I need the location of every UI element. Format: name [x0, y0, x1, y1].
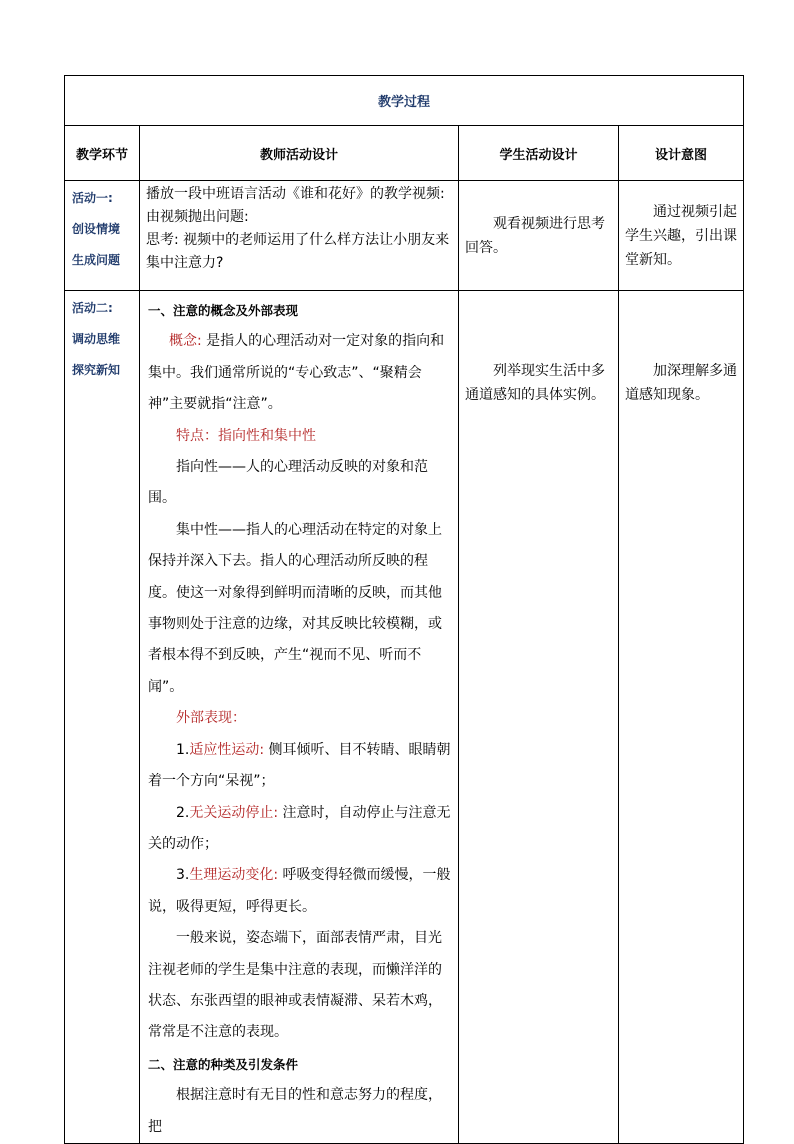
ext-label: 适应性运动: — [189, 741, 265, 758]
student-text: 列举现实生活中多通道感知的具体实例。 — [465, 363, 605, 403]
lesson-plan-page — [64, 75, 743, 1135]
trait-title: 特点：指向性和集中性 — [176, 427, 316, 444]
stage-cell — [65, 181, 140, 291]
ext-text: 呼吸变得轻微而缓慢，一般说，吸得更短，呼得更长。 — [148, 867, 451, 915]
table-row — [65, 291, 744, 1144]
student-cell — [459, 181, 619, 291]
header-teacher: 教师活动设计 — [140, 126, 459, 181]
teacher-cell — [140, 291, 459, 1144]
teacher-line: 思考: 视频中的老师运用了什么样方法让小朋友来集中注意力? — [146, 232, 450, 271]
table-title: 教学过程 — [65, 76, 744, 126]
external-title: 外部表现： — [176, 710, 246, 727]
ext-number: 3. — [176, 867, 190, 884]
header-intent: 设计意图 — [619, 126, 744, 181]
ext-number: 1. — [176, 741, 190, 758]
concept-text: 是指人的心理活动对一定对象的指向和集中。我们通常所说的“专心致志”、“聚精会神”主要就指“注意”。 — [148, 333, 445, 413]
ext-text: 侧耳倾听、目不转睛、眼睛朝着一个方向“呆视”； — [148, 741, 451, 790]
stage-line: 创设情境 — [72, 222, 121, 236]
header-stage: 教学环节 — [65, 126, 140, 181]
ext-label: 无关运动停止: — [189, 804, 279, 821]
student-cell — [459, 291, 619, 1144]
intent-text: 通过视频引起学生兴趣，引出课堂新知。 — [625, 203, 737, 268]
student-text: 观看视频进行思考回答。 — [465, 215, 605, 256]
intent-cell — [619, 291, 744, 1144]
teacher-line: 播放一段中班语言活动《谁和花好》的教学视频: — [146, 186, 445, 202]
stage-line: 活动一: — [72, 191, 113, 205]
body-text: 根据注意时有无目的性和意志努力的程度，把 — [148, 1087, 442, 1135]
teacher-line: 由视频抛出问题: — [146, 209, 249, 225]
section-title: 二、注意的种类及引发条件 — [148, 1056, 299, 1072]
intent-text: 加深理解多通道感知现象。 — [625, 363, 737, 403]
summary-text: 一般来说，姿态端下，面部表情严肃，目光注视老师的学生是集中注意的表现，而懒洋洋的状态、东张西望的眼神或表情凝滞、呆若木鸡，常常是不注意的表现。 — [148, 930, 442, 1041]
ext-number: 2. — [176, 804, 190, 821]
table-row — [65, 181, 744, 291]
trait-concentration: 集中性——指人的心理活动在特定的对象上保持并深入下去。指人的心理活动所反映的程度。使这一对象得到鲜明而清晰的反映，而其他事物则处于注意的边缘，对其反映比较模糊，或者根本得不到反映，产生“视而不见、听而不闻”。 — [148, 521, 442, 695]
stage-line: 探究新知 — [72, 363, 121, 377]
stage-line: 生成问题 — [72, 253, 121, 267]
header-student: 学生活动设计 — [459, 126, 619, 181]
stage-cell — [65, 291, 140, 1144]
ext-text: 注意时，自动停止与注意无关的动作； — [148, 804, 451, 852]
teacher-cell — [140, 181, 459, 291]
stage-line: 调动思维 — [72, 332, 121, 346]
header-row — [65, 126, 744, 181]
trait-directivity: 指向性——人的心理活动反映的对象和范围。 — [148, 459, 428, 507]
section-title: 一、注意的概念及外部表现 — [148, 303, 299, 318]
teaching-process-table — [64, 75, 744, 1144]
intent-cell — [619, 181, 744, 291]
stage-line: 活动二: — [72, 301, 113, 315]
concept-label: 概念: — [169, 333, 202, 350]
ext-label: 生理运动变化: — [189, 867, 279, 884]
